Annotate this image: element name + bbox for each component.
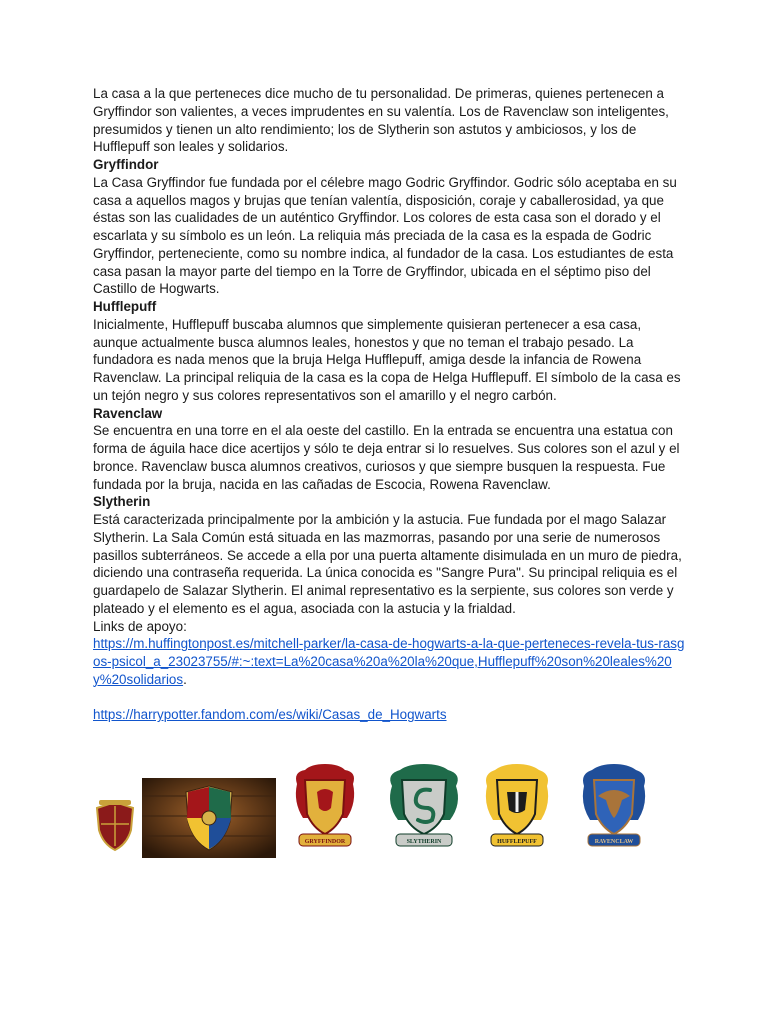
- slytherin-ribbon-text: SLYTHERIN: [406, 839, 442, 845]
- document-body: [93, 85, 685, 724]
- link-paragraph-2: [93, 706, 685, 724]
- links-label: Links de apoyo:: [93, 618, 187, 634]
- slytherin-crest-image: [384, 762, 464, 850]
- blank-line: [93, 689, 685, 707]
- huffingtonpost-link[interactable]: https://m.huffingtonpost.es/mitchell-parker/la-casa-de-hogwarts-a-la-que-perteneces-revela-tus-rasgos-psicol_a_23023755/#:~:text=La%20casa%20a%20la%20que,Hufflepuff%20son%20leales%20y%20solidarios: [93, 636, 685, 687]
- gryffindor-lion-mark: [317, 789, 333, 811]
- section-heading-gryffindor: Gryffindor: [93, 157, 159, 172]
- link-paragraph-1: [93, 635, 685, 688]
- hogwarts-crest-wood-image: [142, 778, 276, 858]
- intro-paragraph: La casa a la que perteneces dice mucho de tu personalidad. De primeras, quienes pertenecen a Gryffindor son valientes, a veces imprudentes en su valentía. Los de Ravenclaw son inteligentes, presumidos y tienen un alto rendimiento; los de Slytherin son astutos y ambiciosos, y los de Hufflepuff son leales y solidarios.: [93, 86, 669, 155]
- section-body-hufflepuff: Inicialmente, Hufflepuff buscaba alumnos que simplemente quisieran pertenecer a esa casa, aunque actualmente busca alumnos leales, honestos y que no teman el trabajo pesado. La fundadora es nada menos que la bruja Helga Hufflepuff, amiga desde la infancia de Rowena Ravenclaw. La principal reliquia de la casa es la copa de Helga Hufflepuff. El símbolo de la casa es un tejón negro y sus colores representativos son el amarillo y el negro carbón.: [93, 316, 681, 403]
- section-heading-slytherin: Slytherin: [93, 494, 151, 510]
- ravenclaw-ribbon-text: RAVENCLAW: [594, 839, 634, 845]
- section-heading-ravenclaw: Ravenclaw: [93, 405, 163, 421]
- section-heading-hufflepuff: Hufflepuff: [93, 299, 157, 314]
- gryffindor-ribbon-text: GRYFFINDOR: [304, 839, 346, 845]
- ravenclaw-crest-image: [578, 762, 650, 850]
- hufflepuff-crest-image: [481, 762, 553, 850]
- crest-images-row: [93, 762, 663, 852]
- section-body-gryffindor: La Casa Gryffindor fue fundada por el célebre mago Godric Gryffindor. Godric sólo aceptaba en su casa a aquellos magos y brujas que tenían valentía, disposición, coraje y caballerosidad, ya que éstas son las cualidades de un auténtico Gryffindor. Los colores de esta casa son el dorado y el escarlata y su símbolo es un león. La reliquia más preciada de la casa es la espada de Godric Gryffindor, perteneciente, como su nombre indica, al fundador de la casa. Los estudiantes de esta casa pasan la mayor parte del tiempo en la Torre de Gryffindor, ubicada en el séptimo piso del Castillo de Hogwarts.: [93, 174, 677, 297]
- hogwarts-crest-small-image: [93, 800, 137, 852]
- hogwarts-small-banner: [99, 800, 131, 805]
- hufflepuff-ribbon-text: HUFFLEPUFF: [497, 839, 537, 845]
- link-suffix: .: [183, 671, 187, 687]
- gryffindor-crest-image: [291, 762, 359, 850]
- fandom-link[interactable]: https://harrypotter.fandom.com/es/wiki/Casas_de_Hogwarts: [93, 707, 447, 723]
- section-body-slytherin: Está caracterizada principalmente por la ambición y la astucia. Fue fundada por el mago Salazar Slytherin. La Sala Común está situada en las mazmorras, pasando por una serie de numerosos pasillos subterráneos. Se accede a ella por una puerta altamente disimulada en un muro de piedra, diciendo una contraseña requerida. La única conocida es "Sangre Pura". Su principal reliquia es el guardapelo de Salazar Slytherin. El animal representativo es la serpiente, sus colores son verde y plateado y el elemento es el agua, asociada con la astucia y la frialdad.: [93, 512, 682, 616]
- section-body-ravenclaw: Se encuentra en una torre en el ala oeste del castillo. En la entrada se encuentra una estatua con forma de águila hace dice acertijos y sólo te deja entrar si lo resuelves. Sus colores son el azul y el bronce. Ravenclaw busca alumnos creativos, curiosos y que siempre busquen la respuesta. Fue fundada por la bruja, nacida en las cañadas de Escocia, Rowena Ravenclaw.: [93, 423, 680, 492]
